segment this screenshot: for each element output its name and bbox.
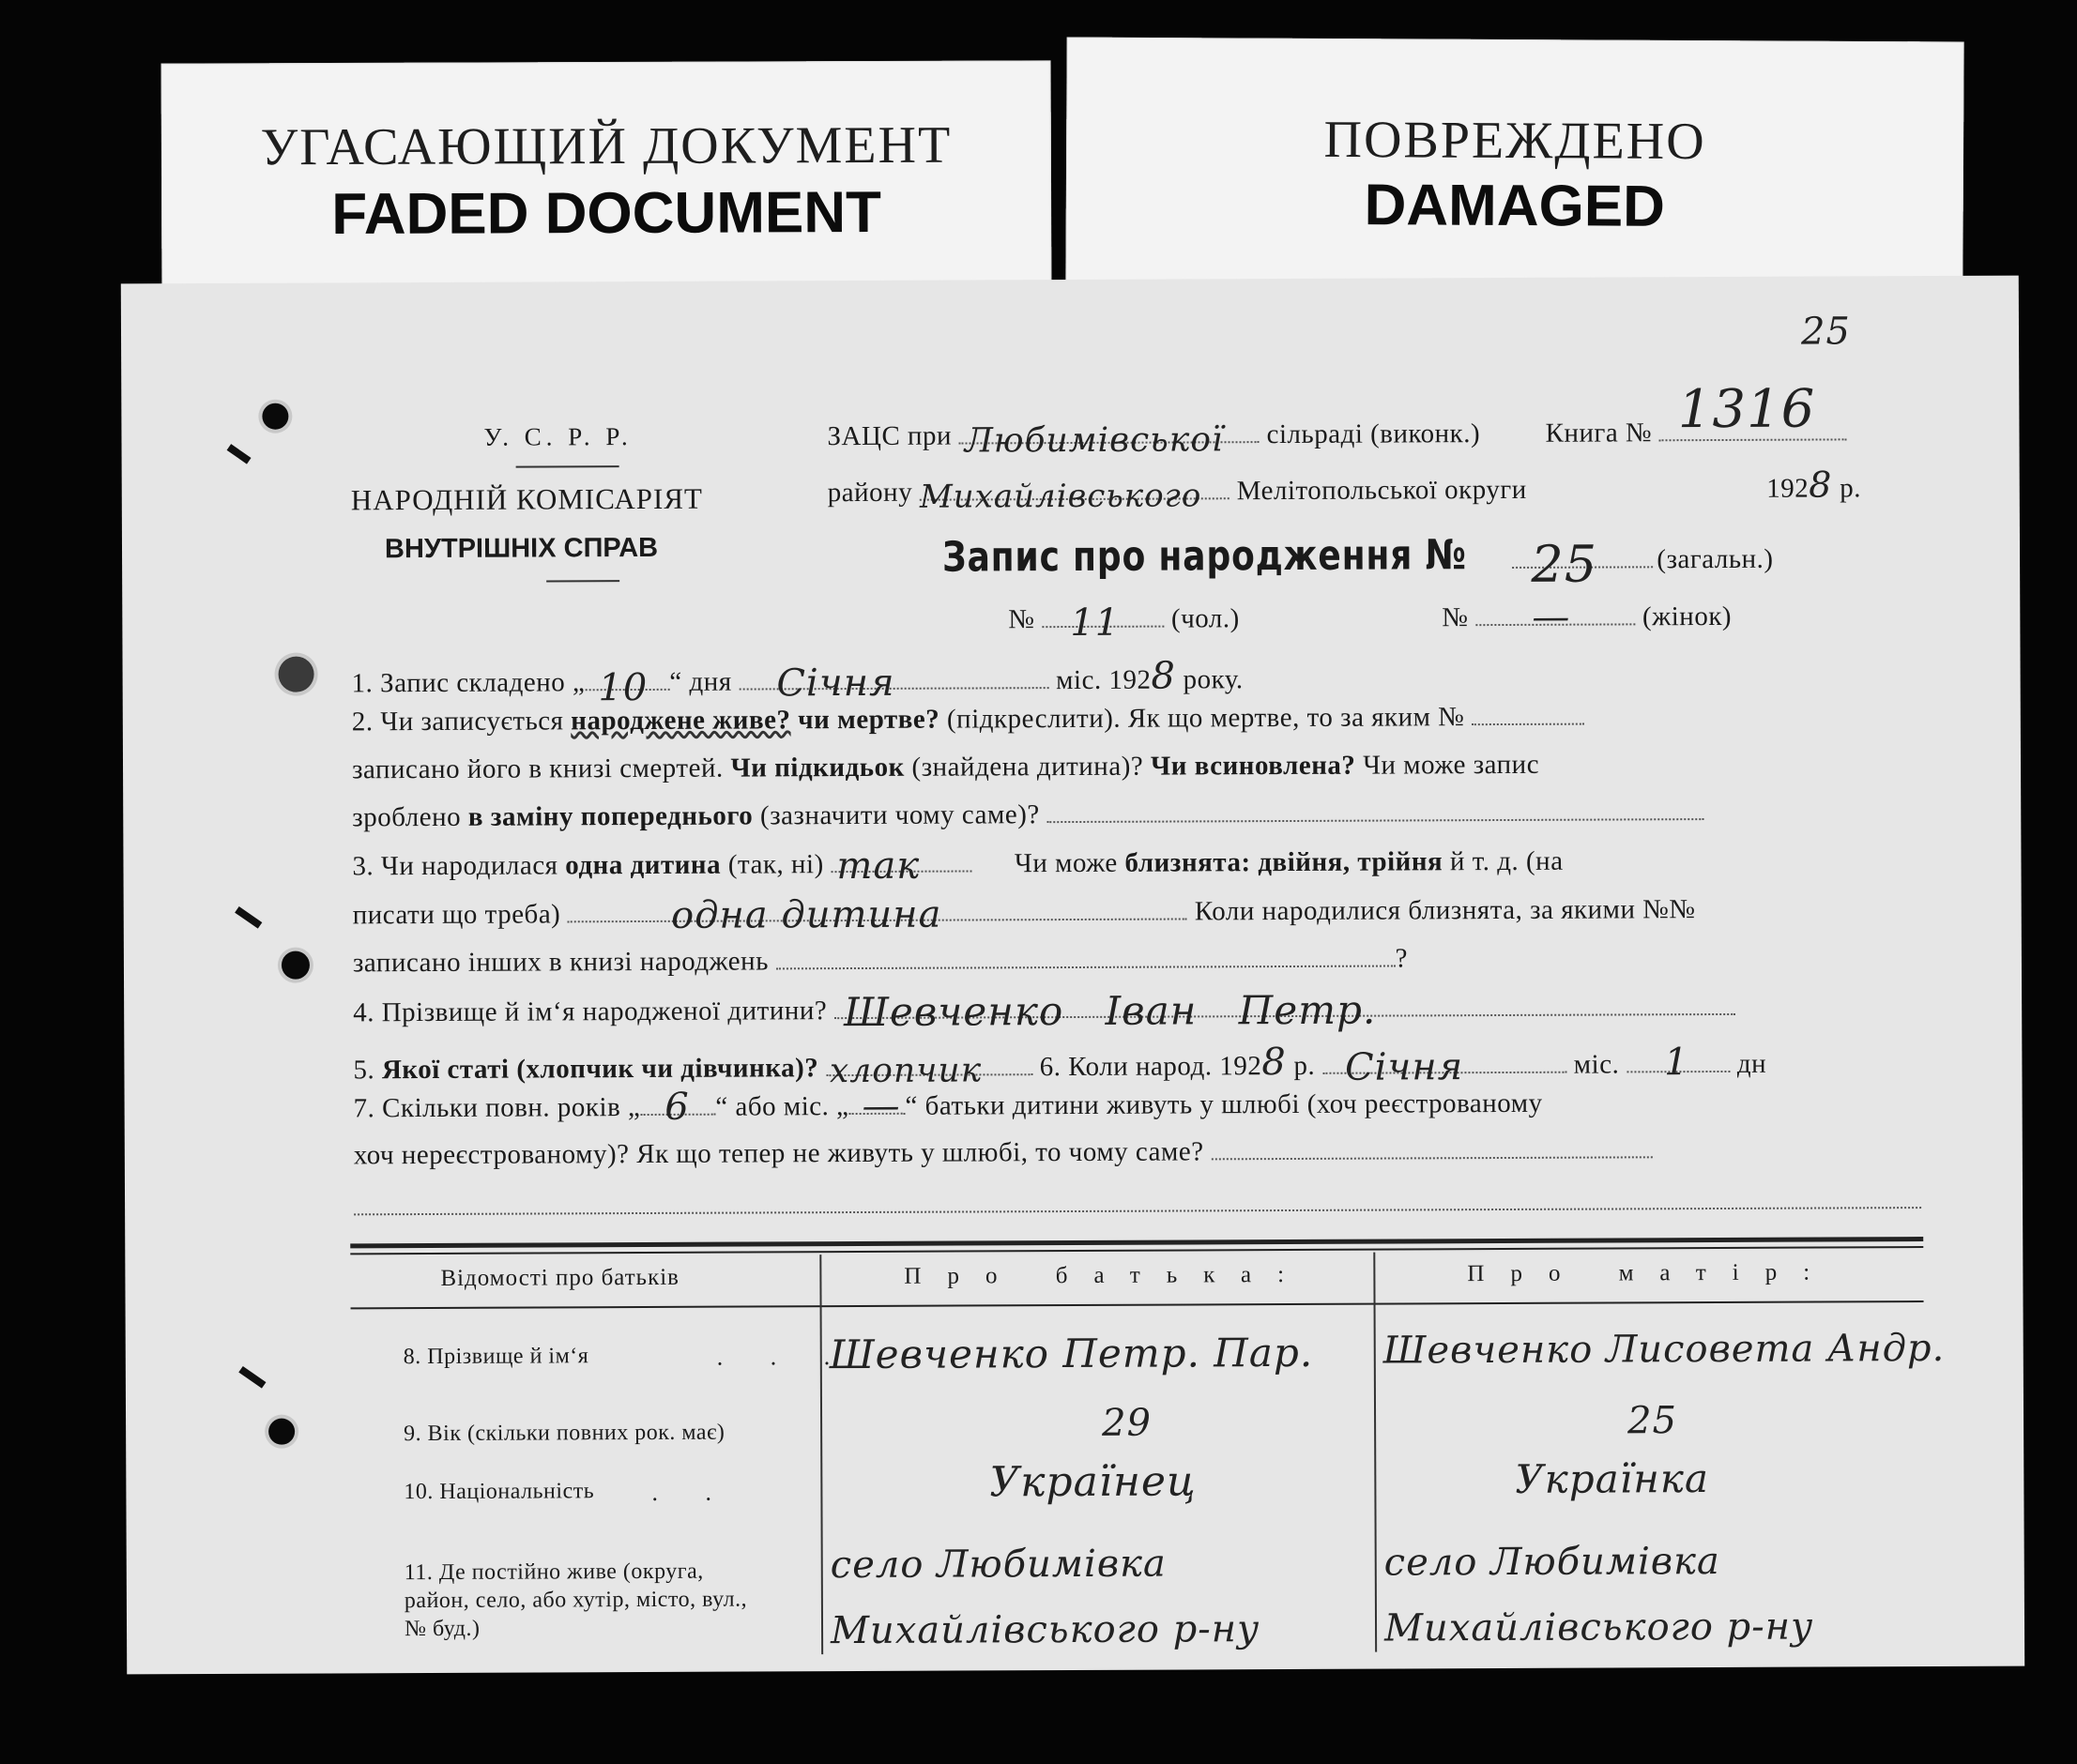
year-suffix: р.: [1840, 473, 1862, 504]
q1-text: міс. 192: [1056, 664, 1152, 696]
q7-years-field: [640, 1085, 715, 1129]
q3-one-child: одна дитина: [565, 849, 722, 881]
record-number-field: [1512, 534, 1653, 594]
male-number-label: №: [1008, 604, 1035, 635]
header-rule: [546, 580, 619, 582]
punch-hole-mark: [282, 951, 310, 980]
parents-table: Відомості про батьків Про батька: Про матір: 8. Прізвище й ім‘я . . . Шевченко Петр. Пар. Шевченко Лисовета Андр. 9. Вік (скільки повних рок. має) 29 25 10. Національність . . Українец Українка 11. Де постійно живе (округа, район, село, або хутір, місто, вул., № буд.) село Любимівка Михайлівського р-ну село Любимівка Михайлівського р-ну: [350, 1237, 1925, 1656]
q3-text: писати що треба): [352, 899, 561, 931]
ussr-header: У. С. Р. Р.: [483, 422, 633, 451]
birth-record-form: [121, 276, 2024, 1675]
mother-name: Шевченко Лисовета Андр.: [1382, 1326, 1946, 1373]
punch-hole-mark: [262, 403, 288, 430]
q2-text: зроблено: [352, 801, 462, 833]
q2-text: Чи може запис: [1363, 749, 1540, 781]
q5-sex-value: хлопчик: [829, 1051, 983, 1091]
q6-day-field: [1626, 1041, 1730, 1085]
q5-sex-field: [826, 1051, 1032, 1091]
faded-label-ru: УГАСАЮЩИЙ ДОКУМЕНТ: [260, 115, 953, 177]
q3-answer-field: [832, 844, 972, 889]
male-number-value: 11: [1070, 601, 1121, 646]
q2-text: (знайдена дитина)?: [911, 751, 1144, 783]
table-rule: [351, 1300, 1924, 1309]
q6-text: р.: [1293, 1050, 1316, 1081]
q3-answer-value: так: [836, 844, 921, 889]
punch-hole-mark: [268, 1419, 295, 1445]
female-number-value: —: [1532, 595, 1571, 639]
table-row-label: 9. Вік (скільки повних рок. має): [404, 1420, 725, 1447]
internal-affairs-header: ВНУТРІШНІХ СПРАВ: [384, 532, 659, 565]
q4-child-name-value: Шевченко Іван Петр.: [843, 986, 1377, 1036]
year-value: 8: [1809, 464, 1833, 506]
q7-years-value: 6: [664, 1085, 690, 1129]
damaged-label-en: DAMAGED: [1364, 173, 1666, 239]
q7-text: “ або міс. „: [715, 1091, 849, 1122]
question-3: [352, 844, 1564, 889]
general-label: (загальн.): [1657, 543, 1774, 575]
father-name: Шевченко Петр. Пар.: [829, 1329, 1314, 1378]
q2-number-field: [1472, 723, 1584, 726]
female-number-label: №: [1442, 602, 1469, 633]
district-suffix: Мелітопольської округи: [1236, 474, 1527, 507]
father-residence: село Любимівка Михайлівського р-ну: [830, 1542, 1260, 1653]
q3-multiple-value: одна дитина: [670, 892, 942, 937]
q1-text: року.: [1183, 664, 1244, 695]
q1-text: 1. Запис складено „: [351, 667, 586, 699]
record-number: 25: [1531, 534, 1598, 594]
q3-text: записано інших в книзі народжень: [352, 946, 769, 979]
table-header-mother: Про матір:: [1467, 1259, 1837, 1287]
q2-text: 2. Чи записується: [351, 706, 564, 738]
q2-reason-field: [1047, 818, 1704, 823]
district-prefix: району: [827, 477, 913, 509]
q1-day-value: 10: [598, 665, 649, 710]
year-prefix: 192: [1766, 473, 1810, 504]
female-number-suffix: (жінок): [1642, 601, 1733, 632]
q2-dead-option: чи мертве?: [798, 704, 940, 736]
damaged-document-label: [1065, 37, 1963, 297]
q3-text: 3. Чи народилася: [352, 850, 558, 882]
male-number-suffix: (чол.): [1170, 603, 1240, 634]
q7-months-value: —: [862, 1084, 901, 1128]
q4-text: 4. Прізвище й ім‘я народженої дитини?: [353, 996, 828, 1028]
q5-text: 5.: [353, 1055, 375, 1086]
district-field: [919, 477, 1229, 516]
zags-field: [959, 420, 1260, 461]
zags-value: Любимівської: [964, 420, 1224, 461]
q1-text: “ дня: [669, 666, 732, 697]
table-header-father: Про батька:: [904, 1261, 1311, 1289]
mother-age: 25: [1626, 1399, 1678, 1443]
q7-text: 7. Скільки повн. років „: [353, 1092, 641, 1124]
dotted-rule: [354, 1207, 1921, 1215]
record-title-line: [941, 530, 1774, 594]
header-rule: [516, 465, 619, 467]
table-row-label: 10. Національність: [404, 1479, 595, 1505]
table-column-divider: [819, 1255, 823, 1654]
question-7-line-2: [354, 1134, 1653, 1171]
punch-hole-mark: [279, 657, 314, 692]
q6-text: міс.: [1573, 1049, 1620, 1080]
father-age: 29: [1101, 1401, 1153, 1445]
q3-text: (так, ні): [727, 849, 824, 880]
q6-text: дн: [1736, 1048, 1767, 1079]
table-header-info: Відомості про батьків: [440, 1264, 680, 1291]
question-4: [353, 986, 1735, 1036]
q2-text: (зазначити чому саме)?: [759, 799, 1040, 831]
question-5-6: [353, 1039, 1767, 1091]
q2-text: записано його в книзі смертей.: [351, 753, 724, 785]
district-value: Михайлівського: [919, 477, 1202, 516]
father-nationality: Українец: [989, 1457, 1197, 1507]
q2-adopted: Чи всиновлена?: [1150, 750, 1356, 782]
q7-months-field: [849, 1084, 906, 1128]
q6-day-value: 1: [1663, 1041, 1689, 1085]
q6-year-value: 8: [1261, 1041, 1287, 1085]
q1-month-value: Січня: [776, 661, 895, 706]
q2-live-option: народжене живе?: [571, 705, 791, 737]
zags-prefix: ЗАЦС при: [827, 420, 953, 452]
q3-text: й т. д. (на: [1449, 845, 1564, 877]
q6-text: 6. Коли народ. 192: [1039, 1051, 1262, 1083]
question-2-line-2: [352, 750, 1539, 786]
q1-day-field: [585, 665, 669, 710]
female-number-line: [1442, 595, 1733, 639]
q3-text: Чи може: [1014, 847, 1118, 879]
question-3-line-2: [352, 892, 1696, 937]
tear-mark: [235, 906, 262, 929]
corner-mark: 25: [1800, 310, 1852, 354]
q3-twins: близнята: двійня, трійня: [1124, 846, 1443, 878]
book-field: [1659, 378, 1847, 441]
q5-sex-label: Якої статі (хлопчик чи дівчинка)?: [381, 1053, 819, 1086]
q3-text: Коли народилися близнята, за якими №№: [1194, 894, 1696, 927]
question-3-line-3: записано інших в книзі народжень ?: [352, 943, 1409, 979]
q4-child-name-field: [834, 986, 1735, 1036]
record-title: Запис про народження №: [941, 531, 1467, 582]
q2-replace: в заміну попереднього: [467, 800, 754, 832]
q2-foundling: Чи підкидьок: [730, 752, 905, 783]
zags-suffix: сільраді (виконк.): [1266, 418, 1481, 450]
table-row-label: 11. Де постійно живе (округа, район, село, або хутір, місто, вул., № буд.): [404, 1559, 748, 1642]
table-rule: [350, 1246, 1923, 1255]
q2-text: (підкреслити). Як що мертве, то за яким №: [946, 702, 1465, 735]
q3-multiple-field: [568, 892, 1187, 937]
mother-nationality: Українка: [1515, 1455, 1710, 1502]
table-row-label: 8. Прізвище й ім‘я: [403, 1344, 589, 1370]
faded-label-en: FADED DOCUMENT: [331, 179, 882, 248]
male-number-field: [1042, 601, 1164, 646]
q7-reason-field: [1211, 1156, 1652, 1160]
faded-document-label: [161, 60, 1052, 297]
district-line: [827, 464, 1862, 516]
q3-twins-field: [776, 966, 1396, 970]
q1-year-value: 8: [1151, 654, 1176, 698]
commissariat-header: НАРОДНІЙ КОМІСАРІЯТ: [350, 481, 703, 517]
q6-month-field: [1322, 1045, 1566, 1089]
q7-text: хоч нереєстрованому)? Як що тепер не живуть у шлюбі, то чому саме?: [353, 1136, 1204, 1171]
tear-mark: [238, 1366, 266, 1389]
zags-line: [827, 378, 1847, 461]
q6-month-value: Січня: [1344, 1045, 1464, 1089]
male-number-line: [1008, 601, 1240, 646]
q1-month-field: [739, 661, 1048, 706]
table-column-divider: [1373, 1253, 1377, 1652]
q7-text: “ батьки дитини живуть у шлюбі (хоч реєстрованому: [905, 1087, 1543, 1121]
mother-residence: село Любимівка Михайлівського р-ну: [1383, 1539, 1814, 1650]
book-label: Книга №: [1545, 418, 1653, 449]
female-number-field: [1475, 595, 1635, 639]
question-1: [351, 654, 1244, 710]
question-2-line-3: [352, 797, 1703, 833]
question-2: [352, 702, 1584, 738]
tear-mark: [227, 444, 252, 464]
book-number: 1316: [1677, 378, 1816, 441]
damaged-label-ru: ПОВРЕЖДЕНО: [1323, 110, 1706, 172]
question-7: [353, 1084, 1543, 1129]
